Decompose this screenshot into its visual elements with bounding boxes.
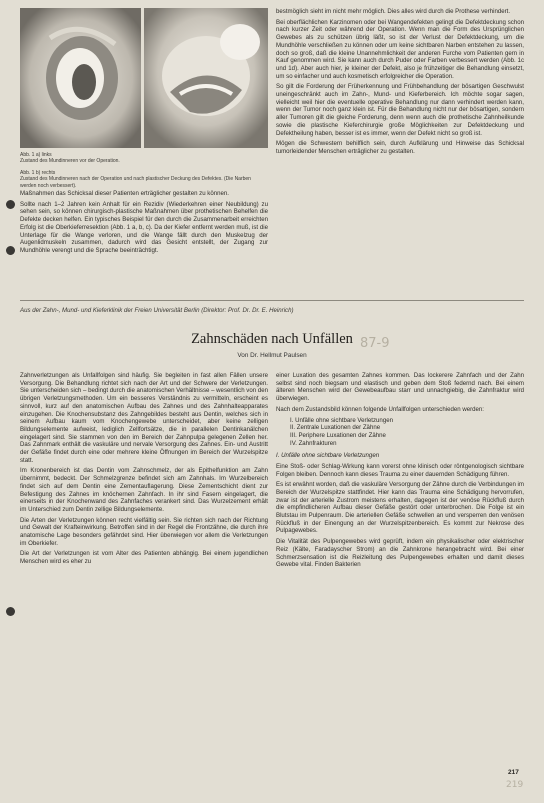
binder-hole: [6, 200, 15, 209]
paragraph: Die Vitalität des Pulpengewebes wird geprüft, indem ein physikalischer oder elektrischer Reiz (Kälte, Faradayscher Strom) an die Zahnkrone herangebracht wird. Bei einer Schmerzsensation ist die Reizleitung des Pulpengewebes erhalten und damit dieses Gewebe vital. Finden Bakterien: [276, 538, 524, 569]
figure-caption-1: [20, 152, 268, 165]
clinical-photo: [20, 8, 268, 148]
paragraph: bestmöglich sieht im nicht mehr möglich. Dies alles wird durch die Prothese verhindert.: [276, 8, 511, 15]
list-item: III. Periphere Luxationen der Zähne: [290, 432, 386, 440]
top-left-column: [20, 190, 268, 258]
paragraph: Bei oberflächlichen Karzinomen oder bei Wangendefekten gelingt die Defektdeckung schon nach kurzer Zeit oder während der Operation. Wenn man die Form des Ursprünglichen Gewebes als zu schützen übrig läßt, so ist der Verlust der Defektdeckung, um die Mundhöhle verschließen zu können oder um keine sichtbaren Narben entstehen zu lassen, doch so groß, daß die kleine Unannehmlichkeit der anderen Furche vom Patienten gern in Kauf genommen wird. Sie kann auch durch Puder oder Farben verbessert werden (Abb. 1c und 1d). Aber auch hier, je kleiner der Defekt, also je frühzeitiger die Behandlung einsetzt, um so einfacher und auch kosmetisch erfolgreicher die Operation.: [276, 18, 524, 80]
department-line: Aus der Zahn-, Mund- und Kieferklinik der Freien Universität Berlin (Direktor: Prof. Dr. Dr. E. Heinrich): [20, 307, 294, 314]
paragraph: Die Arten der Verletzungen können recht vielfältig sein. Sie richten sich nach der Richtung und Gewalt der Krafteinwirkung. Betroffen sind in der Regel die Frontzähne, die durch ihre anatomische Lage besonders gefährdet sind. Hier überwiegen vor allem die Verletzungen im Oberkiefer.: [20, 516, 268, 547]
paragraph: Zahnverletzungen als Unfallfolgen sind häufig. Sie begleiten in fast allen Fällen unsere Versorgung. Die Behandlung richtet sich nach der Art und der Schwere der Verletzungen. Sie unterscheiden sich – bedingt durch die anatomischen Verhältnisse – wesentlich von den übrigen Verletzungsmethoden. Um ein besseres Verständnis zu vermitteln, erscheint es sinnvoll, kurz auf den anatomischen Aufbau des Zahnes und des Zahnhalteapparates einzugehen. Die Knochensubstanz des Zahngebildes besteht aus Dentin, welches sich in seinem Aufbau kaum vom Knochengewebe unterscheidet, aber keine zelligen Bildungselemente aufweist, lediglich Zellfortsätze, die in parallelen Dentinkanälchen eingelagert sind. Sie stammen von den im Bereich der Zahnpulpa gelegenen Zellen her. Das Zahnmark enthält die vaskuläre und nervale Versorgung des Zahnes. Ein- und Austritt der Gefäße findet durch eine oder mehrere kleine Öffnungen im Bereich der Wurzelspitze statt.: [20, 372, 268, 464]
handwritten-note: 87-9: [360, 336, 390, 351]
injury-list: [290, 417, 524, 449]
caption-text: Zustand des Mundinneren vor der Operation.: [20, 158, 120, 165]
bottom-right-column: [276, 372, 524, 572]
caption-text: Zustand des Mundinneren nach der Operation und nach plastischer Deckung des Defektes. (Die Narben werden noch verbessert).: [20, 176, 251, 189]
paragraph: einer Luxation des gesamten Zahnes kommen. Das lockerere Zahnfach und der Zahn selbst sind noch biegsam und elastisch und geben dem Stoß federnd nach. Bei einem älteren Menschen wird der Gewebeaufbau starr und unnachgiebig, die Zahnfraktur wird überwiegen.: [276, 372, 524, 403]
paragraph: So gilt die Forderung der Früherkennung und Frühbehandlung der bösartigen Geschwulst uneingeschränkt auch im Zahn-, Mund- und Kieferbereich. Ich möchte sogar sagen, vielleicht weil hier die eventuelle operative Behandlung nur dann verhindert werden kann, wenn der Tumor noch ganz klein ist. Für die Behandlung nicht nur der bösartigen, sondern aller Tumoren gilt die gleiche Forderung, denn wenn auch die prothetische Zahnheilkunde sowie die plastische Kieferchirurgie große Möglichkeiten zur Defektdeckung und Defektheilung haben, besser ist es immer, wenn der Defekt nicht so groß ist.: [276, 83, 524, 137]
article-author: Von Dr. Hellmut Paulsen: [237, 352, 307, 359]
paragraph: Die Art der Verletzungen ist vom Alter des Patienten abhängig. Bei einem jugendlichen Menschen wird es eher zu: [20, 550, 268, 566]
list-item: I. Unfälle ohne sichtbare Verletzungen: [290, 416, 393, 424]
top-right-column: [276, 8, 524, 159]
paragraph: Im Kronenbereich ist das Dentin vom Zahnschmelz, der als Epithelfunktion am Zahn übernimmt, bedeckt. Der Schmelzgrenze befindet sich am Zahnhals. Im Wurzelbereich findet sich auf dem Dentin eine Zementauflagerung. Diese Zementschicht dient zur Befestigung des Zahnes im knöchernen Zahnfach. In ihr sind Fasern eingelagert, die einerseits in der Knochenwand des Zahnfaches verankert sind. Das Wurzelzement erhält im Unterschied zum Dentin zellige Bildungselemente.: [20, 467, 268, 513]
page-number: 217: [508, 769, 519, 776]
bottom-left-column: [20, 372, 268, 569]
list-item: IV. Zahnfrakturen: [290, 440, 337, 448]
paragraph: Nach dem Zustandsbild können folgende Unfallfolgen unterschieden werden:: [276, 405, 484, 413]
section-rule: [20, 300, 524, 301]
paragraph: Mögen die Schwestern behilflich sein, durch Aufklärung und Hinweise das Schicksal tumorleidender Menschen erträglicher zu gestalten.: [276, 140, 524, 155]
binder-hole: [6, 607, 15, 616]
paragraph: Eine Stoß- oder Schlag-Wirkung kann vorerst ohne klinisch oder röntgenologisch sichtbare Folgen bleiben. Dennoch kann dieses Trauma zu einer dauernden Schädigung führen.: [276, 462, 524, 478]
list-item: II. Zentrale Luxationen der Zähne: [290, 424, 381, 432]
paragraph: Maßnahmen das Schicksal dieser Patienten erträglicher gestalten zu können.: [20, 190, 229, 197]
caption-label: Abb. 1 b) rechts: [20, 170, 56, 176]
handwritten-page-number: 219: [506, 780, 524, 790]
figure-caption-2: [20, 170, 268, 189]
caption-label: Abb. 1 a) links: [20, 152, 52, 158]
article-title: Zahnschäden nach Unfällen: [191, 331, 353, 347]
paragraph: Sollte nach 1–2 Jahren kein Anhalt für ein Rezidiv (Wiederkehren einer Neubildung) zu sehen sein, so können chirurgisch-plastische Maßnahmen über prothetischen Behelfen die Defekte decken helfen. Ein typisches Beispiel für den durch die Zusammenarbeit erreichten Erfolg ist die Oberkieferresektion (Abb. 1 a, b, c). Da der Kiefer entfernt werden muß, ist die Unterlage für die Wange verloren, und die Wange fällt durch den Muskelzug der Augenlidmuskeln zusammen, dadurch wird das Gesicht entstellt, der Zugang zur Mundhöhle verengt und die Sprache beeinträchtigt.: [20, 200, 268, 254]
binder-hole: [6, 246, 15, 255]
paragraph: Es ist erwähnt worden, daß die vaskuläre Versorgung der Zähne durch die Verbindungen im Bereich der Wurzelspitze stattfindet. Hier kann das Trauma eine Schädigung hervorrufen, zwar ist der arterielle Zustrom meistens erhalten, dagegen ist der venöse Rückfluß durch die empfindlicheren Aufbau dieser Gefäße gestört oder unterbrochen. Die Folge ist ein Blutstau im Pulpenraum. Die arteriellen Gefäße schwellen an und versperren den venösen Rückfluß in der Einengung an der Wurzelspitzenbereich. Es kommt zur Nekrose des Pulpagewebes.: [276, 481, 524, 535]
subheading: I. Unfälle ohne sichtbare Verletzungen: [276, 452, 380, 460]
